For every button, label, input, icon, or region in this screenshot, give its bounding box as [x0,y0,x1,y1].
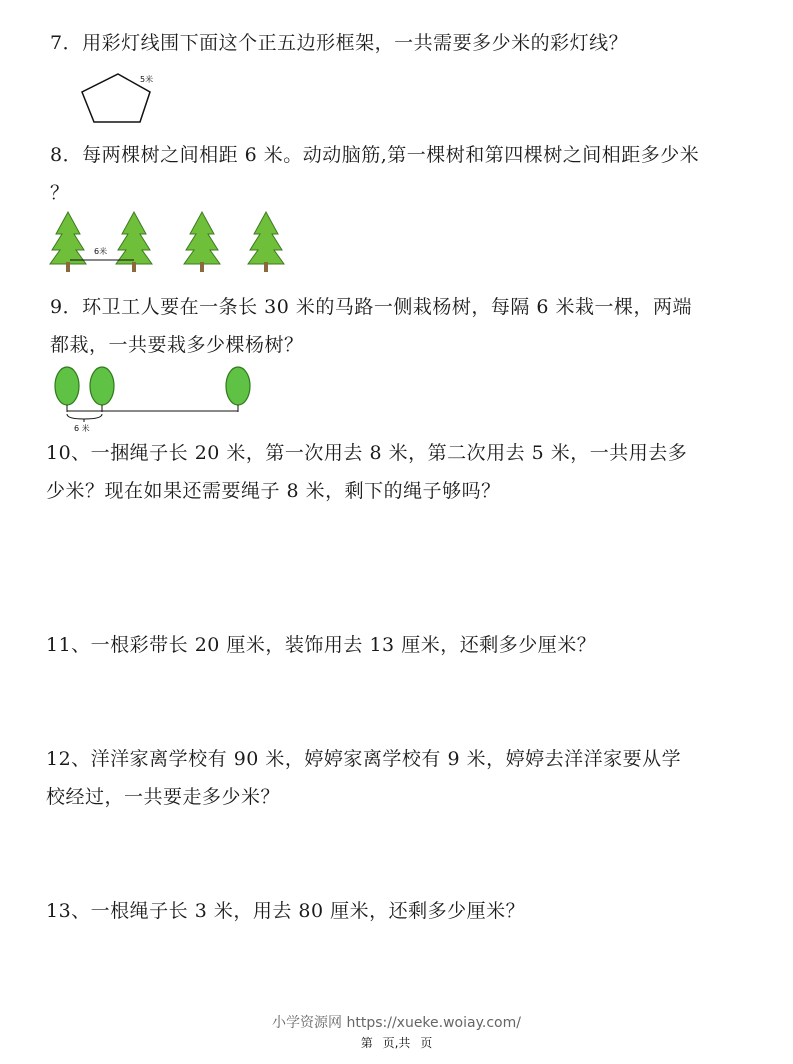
poplar-distance-label: 6 米 [74,424,90,433]
footer-page-number: 第 页,共 页 [360,1036,433,1050]
pentagon-side-label: 5米 [140,75,154,84]
distance-brace [67,414,102,422]
poplar-2 [90,367,114,405]
trees-figure [48,208,298,274]
poplar-3 [226,367,250,405]
tree-2 [116,212,152,272]
poplar-1 [55,367,79,405]
question-9-line-2: 都栽，一共要栽多少棵杨树？ [50,334,304,356]
question-9-line-1: 9．环卫工人要在一条长 30 米的马路一侧栽杨树，每隔 6 米栽一棵，两端 [50,296,693,318]
question-12-line-1: 12、洋洋家离学校有 90 米，婷婷家离学校有 9 米，婷婷去洋洋家要从学 [46,748,682,770]
tree-3 [184,212,220,272]
question-12 [46,740,766,816]
question-13-line-1: 13、一根绳子长 3 米，用去 80 厘米，还剩多少厘米？ [46,900,526,922]
question-10 [46,434,766,510]
tree-4 [248,212,284,272]
question-12-line-2: 校经过，一共要走多少米？ [46,786,281,808]
question-8-line-1: 8．每两棵树之间相距 6 米。动动脑筋,第一棵树和第四棵树之间相距多少米 [50,144,700,166]
question-7-line-1: 7．用彩灯线围下面这个正五边形框架，一共需要多少米的彩灯线？ [50,32,629,54]
question-10-line-2: 少米？现在如果还需要绳子 8 米，剩下的绳子够吗？ [46,480,501,502]
tree-1 [50,212,86,272]
question-7 [50,24,770,62]
question-8-line-2: ？ [50,182,70,204]
question-9 [50,288,770,364]
question-10-line-1: 10、一捆绳子长 20 米，第一次用去 8 米，第二次用去 5 米，一共用去多 [46,442,688,464]
question-11 [46,626,766,664]
poplar-figure [50,364,260,434]
question-8 [50,136,770,212]
question-11-line-1: 11、一根彩带长 20 厘米，装饰用去 13 厘米，还剩多少厘米？ [46,634,597,656]
footer-site-text: 小学资源网 https://xueke.woiay.com/ [272,1015,521,1031]
question-13 [46,892,766,930]
tree-distance-label: 6米 [94,247,108,256]
pentagon-figure [74,68,164,128]
